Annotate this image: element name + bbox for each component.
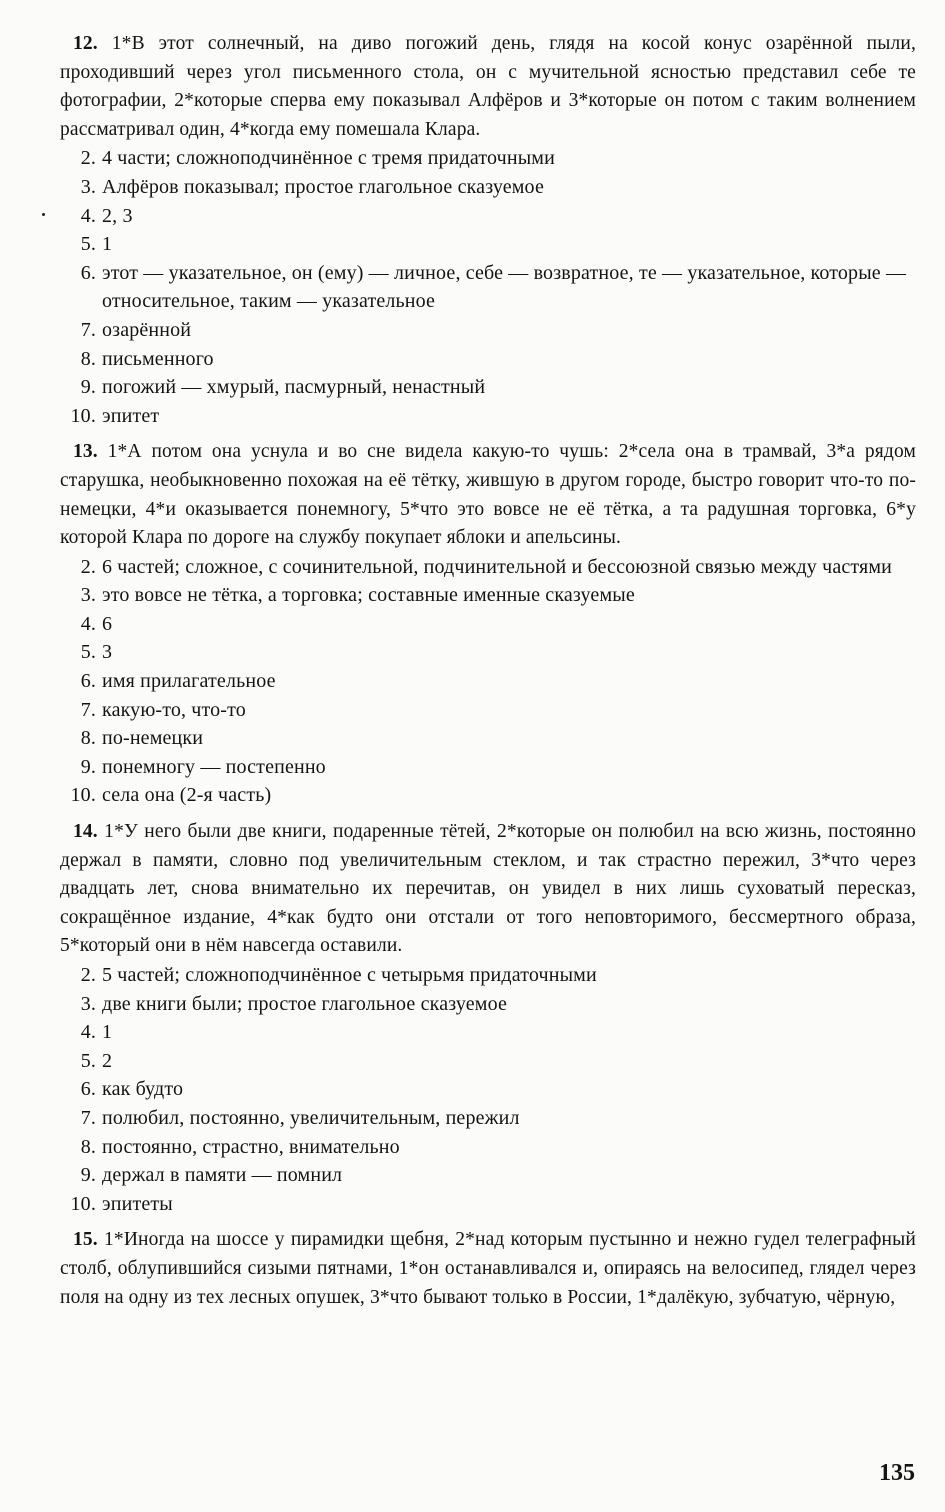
answer-number: 8 . [60,724,96,753]
task-text [60,30,916,144]
answer-text: 1 [102,233,113,256]
answer-text: 1 [102,1021,113,1044]
answer-number: 5 . [60,638,96,667]
answer-text: 2 [102,1049,113,1072]
page-number: 135 [879,1460,915,1486]
page-content [60,30,916,1320]
task-12 [60,30,916,430]
answer-number: 6 . [60,667,96,696]
answer-item [60,581,916,610]
answer-text: имя прилагательное [102,670,276,693]
answer-item [60,1018,916,1047]
answer-text: Алфёров показывал; простое глагольное сказуемое [102,175,544,198]
answer-number: 3 . [60,581,96,610]
answer-number: 10 . [60,781,96,810]
task-sentence: 1*Иногда на шоссе у пирамидки щебня, 2*над которым пустынно и нежно гудел телеграфный столб, облупившийся сизыми пятнами, 1*он останавливался и, опираясь на велосипед, глядел через поля на одну из тех лесных опушек, 3*что бывают только в России, 1*далёкую, зубчатую, чёрную, [60,1229,916,1308]
answer-number: 4 . [60,610,96,639]
task-sentence: 1*А потом она уснула и во сне видела какую-то чушь: 2*села она в трамвай, 3*а рядом старушка, необыкновенно похожая на её тётку, жившую в другом городе, быстро говорит что-то по-немецки, 4*и оказывается понемногу, 5*что это вовсе не её тётка, а та радушная торговка, 6*у которой Клара по дороге на службу покупает яблоки и апельсины. [60,441,916,549]
answer-text: постоянно, страстно, внимательно [102,1135,400,1158]
answer-number: 9 . [60,373,96,402]
answer-item [60,230,916,259]
answer-text: 3 [102,641,113,664]
answer-number: 7 . [60,1104,96,1133]
answer-text: это вовсе не тётка, а торговка; составные именные сказуемые [102,584,635,607]
task-13 [60,438,916,810]
answer-text: 6 частей; сложное, с сочинительной, подчинительной и бессоюзной связью между частями [102,555,893,578]
answer-item [60,753,916,782]
answer-item [60,345,916,374]
answer-item [60,667,916,696]
answer-text: 4 части; сложноподчинённое с тремя придаточными [102,147,555,170]
answer-item [60,144,916,173]
task-sentence: 1*В этот солнечный, на диво погожий день, глядя на косой конус озарённой пыли, проходивший через угол письменного стола, он с мучительной ясностью представил себе те фотографии, 2*которые сперва ему показывал Алфёров и 3*которые он потом с таким волнением рассматривал один, 4*когда ему помешала Клара. [60,33,916,140]
answer-item [60,638,916,667]
answer-text: письменного [102,347,214,370]
answer-number: 8 . [60,345,96,374]
answer-number: 6 . [60,1075,96,1104]
task-number: 14. [73,821,98,843]
answer-item [60,1075,916,1104]
answer-number: 4 . [60,202,96,231]
answer-number: 10 . [60,1190,96,1219]
answer-number: 3 . [60,173,96,202]
answer-item [60,1104,916,1133]
answer-number: 5 . [60,1047,96,1076]
answer-item [60,373,916,402]
task-text [60,1226,916,1312]
answer-list [60,553,916,810]
answer-text: держал в памяти — помнил [102,1164,343,1187]
answer-item [60,1047,916,1076]
answer-text: погожий — хмурый, пасмурный, ненастный [102,376,486,399]
answer-text: 6 [102,612,113,635]
answer-text: 5 частей; сложноподчинённое с четырьмя придаточными [102,964,597,986]
task-text [60,438,916,552]
answer-number: 10 . [60,402,96,431]
answer-item [60,1133,916,1162]
task-14 [60,818,916,1218]
answer-number: 9 . [60,1161,96,1190]
answer-list [60,144,916,430]
answer-item [60,173,916,202]
answer-item [60,553,916,582]
answer-number: 5 . [60,230,96,259]
answer-item [60,781,916,810]
task-number: 13. [73,441,98,463]
answer-item [60,696,916,725]
task-15 [60,1226,916,1312]
task-text [60,818,916,961]
answer-item [60,610,916,639]
answer-text: какую-то, что-то [102,698,246,721]
answer-text: полюбил, постоянно, увеличительным, пережил [102,1106,520,1129]
answer-number: 4 . [60,1018,96,1047]
answer-item [60,259,916,316]
task-number: 15. [73,1229,98,1251]
answer-number: 7 . [60,696,96,725]
task-sentence: 1*У него были две книги, подаренные тётей, 2*которые он полюбил на всю жизнь, постоянно держал в памяти, словно под увеличительным стеклом, и так страстно пережил, 3*что через двадцать лет, снова внимательно их перечитав, он увидел в них лишь суховатый пересказ, сокращённое издание, 4*как будто они отстали от того неповторимого, бессмертного образа, 5*который они в нём навсегда оставили. [60,821,916,957]
answer-text: озарённой [102,318,192,341]
answer-item [60,1190,916,1219]
answer-text: этот — указательное, он (ему) — личное, себе — возвратное, те — указательное, которые — относительное, таким — указательное [102,261,907,313]
answer-number: 6 . [60,259,96,288]
answer-number: 7 . [60,316,96,345]
answer-text: села она (2-я часть) [102,784,272,807]
answer-number: 9 . [60,753,96,782]
answer-text: по-немецки [102,727,204,750]
answer-number: 2 . [60,553,96,582]
answer-text: как будто [102,1078,184,1101]
answer-number: 2 . [60,961,96,990]
answer-item [60,1161,916,1190]
answer-item [60,990,916,1019]
margin-dot [42,213,45,216]
answer-text: 2, 3 [102,204,133,227]
answer-item [60,961,916,990]
answer-item [60,316,916,345]
answer-item [60,724,916,753]
answer-number: 8 . [60,1133,96,1162]
answer-text: понемногу — постепенно [102,755,326,778]
answer-item [60,402,916,431]
answer-number: 3 . [60,990,96,1019]
task-number: 12. [73,33,98,54]
answer-text: эпитет [102,404,160,427]
answer-number: 2 . [60,144,96,173]
answer-text: две книги были; простое глагольное сказуемое [102,992,507,1015]
answer-list [60,961,916,1218]
answer-text: эпитеты [102,1192,173,1215]
answer-item [60,202,916,231]
